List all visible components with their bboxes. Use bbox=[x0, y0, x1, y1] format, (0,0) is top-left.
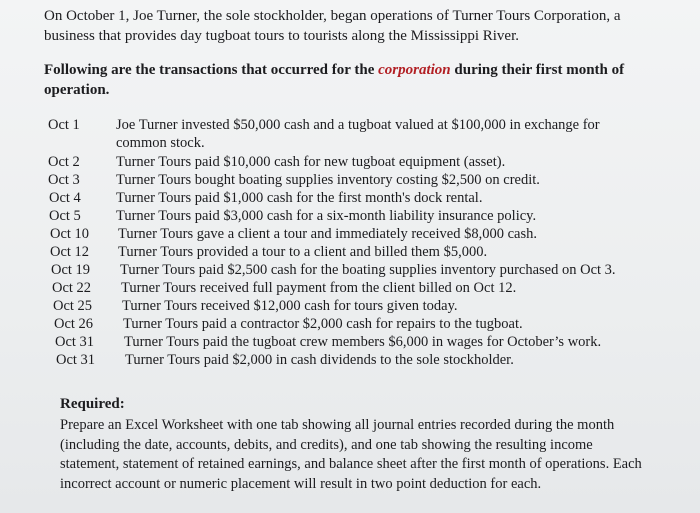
transaction-text: Turner Tours paid $2,000 in cash dividends to the sole stockholder. bbox=[125, 352, 514, 368]
transaction-date: Oct 25 bbox=[53, 298, 93, 314]
transaction-text: Turner Tours received $12,000 cash for tours given today. bbox=[122, 298, 458, 314]
transaction-text-continued: common stock. bbox=[116, 135, 205, 151]
transaction-date: Oct 31 bbox=[56, 352, 96, 368]
required-heading: Required: bbox=[60, 396, 125, 412]
transaction-text: Turner Tours paid $10,000 cash for new tugboat equipment (asset). bbox=[116, 154, 506, 170]
transaction-date: Oct 1 bbox=[48, 117, 80, 133]
transaction-date: Oct 19 bbox=[51, 262, 91, 278]
transaction-text: Turner Tours bought boating supplies inventory costing $2,500 on credit. bbox=[116, 172, 540, 188]
transaction-text: Turner Tours paid a contractor $2,000 cash for repairs to the tugboat. bbox=[123, 316, 523, 332]
transaction-date: Oct 2 bbox=[48, 154, 80, 170]
transaction-date: Oct 12 bbox=[50, 244, 90, 260]
transaction-text: Turner Tours provided a tour to a client and billed them $5,000. bbox=[118, 244, 488, 260]
transaction-date: Oct 31 bbox=[55, 334, 95, 350]
transaction-text: Turner Tours paid $3,000 cash for a six-month liability insurance policy. bbox=[116, 208, 537, 224]
transaction-date: Oct 3 bbox=[48, 172, 80, 188]
required-paragraph: Prepare an Excel Worksheet with one tab showing all journal entries recorded during the month (including the date, accounts, debits, and credits), and one tab showing the resulting income statement, statement of retained earnings, and balance sheet after the first month of operations. Each incorrect account or numeric placement will result in two point deduction for each. bbox=[60, 417, 642, 492]
transaction-date: Oct 22 bbox=[52, 280, 92, 296]
transaction-text: Turner Tours received full payment from the client billed on Oct 12. bbox=[121, 280, 517, 296]
intro-paragraph: On October 1, Joe Turner, the sole stockholder, began operations of Turner Tours Corporation, a business that provides day tugboat tours to tourists along the Mississippi River. bbox=[44, 8, 621, 44]
transaction-text: Joe Turner invested $50,000 cash and a tugboat valued at $100,000 in exchange for bbox=[116, 117, 600, 133]
transaction-date: Oct 10 bbox=[50, 226, 90, 242]
transaction-text: Turner Tours paid $2,500 cash for the boating supplies inventory purchased on Oct 3. bbox=[120, 262, 616, 278]
transaction-date: Oct 26 bbox=[54, 316, 94, 332]
transactions-heading bbox=[44, 60, 674, 100]
transaction-date: Oct 5 bbox=[49, 208, 81, 224]
transaction-text: Turner Tours paid $1,000 cash for the first month's dock rental. bbox=[116, 190, 483, 206]
transaction-text: Turner Tours paid the tugboat crew members $6,000 in wages for October’s work. bbox=[124, 334, 602, 350]
heading-text-before: Following are the transactions that occurred for the bbox=[44, 62, 379, 78]
heading-emphasis: corporation bbox=[378, 62, 451, 78]
transaction-date: Oct 4 bbox=[49, 190, 81, 206]
transaction-text: Turner Tours gave a client a tour and immediately received $8,000 cash. bbox=[118, 226, 537, 242]
heading-text-after: during their first month of operation. bbox=[44, 62, 625, 98]
